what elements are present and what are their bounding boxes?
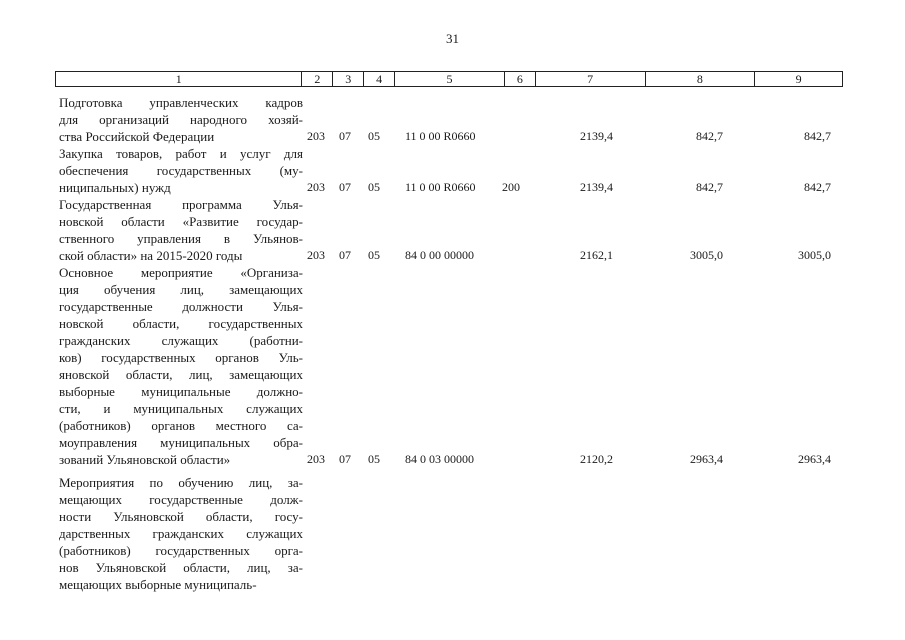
cell-c4: 05 [368,129,380,143]
cell-c6: 200 [502,180,520,194]
description-line: государственные должности Улья- [59,299,303,314]
cell-c9: 842,7 [804,129,831,143]
cell-c9: 3005,0 [798,248,831,262]
description-line: гражданских служащих (работни- [59,333,303,348]
header-col-8: 8 [646,72,756,86]
row-description [59,264,303,468]
cell-c8: 3005,0 [690,248,723,262]
page-number: 31 [446,31,459,46]
row-description [59,474,303,593]
cell-c3: 07 [339,452,351,466]
cell-c9: 842,7 [804,180,831,194]
description-line: (работников) государственных орга- [59,543,303,558]
cell-c8: 842,7 [696,180,723,194]
cell-c8: 2963,4 [690,452,723,466]
cell-c2: 203 [307,248,325,262]
cell-c2: 203 [307,180,325,194]
row-description [59,196,303,264]
header-col-4: 4 [364,72,395,86]
description-line: Основное мероприятие «Организа- [59,265,303,280]
description-line: мещающих государственные долж- [59,492,303,507]
header-col-1: 1 [56,72,302,86]
header-col-5: 5 [395,72,505,86]
description-line: ности Ульяновской области, госу- [59,509,303,524]
description-line: новской области, государственных [59,316,303,331]
cell-c5: 84 0 00 00000 [405,248,474,262]
description-line: Подготовка управленческих кадров [59,95,303,110]
table-header [55,71,843,87]
description-line: ков) государственных органов Уль- [59,350,303,365]
description-line: Мероприятия по обучению лиц, за- [59,475,303,490]
description-line: ственного управления в Ульянов- [59,231,303,246]
cell-c8: 842,7 [696,129,723,143]
cell-c9: 2963,4 [798,452,831,466]
header-col-9: 9 [795,72,802,86]
cell-c7: 2162,1 [580,248,613,262]
cell-c2: 203 [307,129,325,143]
header-col-3: 3 [333,72,364,86]
cell-c3: 07 [339,129,351,143]
description-line: яновской области, лиц, замещающих [59,367,303,382]
cell-c5: 84 0 03 00000 [405,452,474,466]
description-line: ниципальных) нужд [59,180,171,195]
description-line: ция обучения лиц, замещающих [59,282,303,297]
cell-c3: 07 [339,180,351,194]
cell-c2: 203 [307,452,325,466]
description-line: моуправления муниципальных обра- [59,435,303,450]
description-line: Государственная программа Улья- [59,197,303,212]
header-col-2: 2 [302,72,333,86]
description-line: Закупка товаров, работ и услуг для [59,146,303,161]
description-line: нов Ульяновской области, лиц, за- [59,560,303,575]
description-line: зований Ульяновской области» [59,452,231,467]
cell-c5: 11 0 00 R0660 [405,129,476,143]
cell-c7: 2120,2 [580,452,613,466]
header-col-7: 7 [536,72,646,86]
description-line: дарственных гражданских служащих [59,526,303,541]
description-line: обеспечения государственных (му- [59,163,303,178]
header-col-6: 6 [505,72,536,86]
description-line: новской области «Развитие государ- [59,214,303,229]
cell-c4: 05 [368,248,380,262]
description-line: ской области» на 2015-2020 годы [59,248,243,263]
cell-c7: 2139,4 [580,180,613,194]
cell-c3: 07 [339,248,351,262]
description-line: (работников) органов местного са- [59,418,303,433]
description-line: для организаций народного хозяй- [59,112,303,127]
cell-c4: 05 [368,180,380,194]
row-description [59,145,303,196]
description-line: сти, и муниципальных служащих [59,401,303,416]
row-description [59,94,303,145]
description-line: выборные муниципальные должно- [59,384,303,399]
cell-c5: 11 0 00 R0660 [405,180,476,194]
cell-c7: 2139,4 [580,129,613,143]
description-line: мещающих выборные муниципаль- [59,577,257,592]
description-line: ства Российской Федерации [59,129,215,144]
cell-c4: 05 [368,452,380,466]
